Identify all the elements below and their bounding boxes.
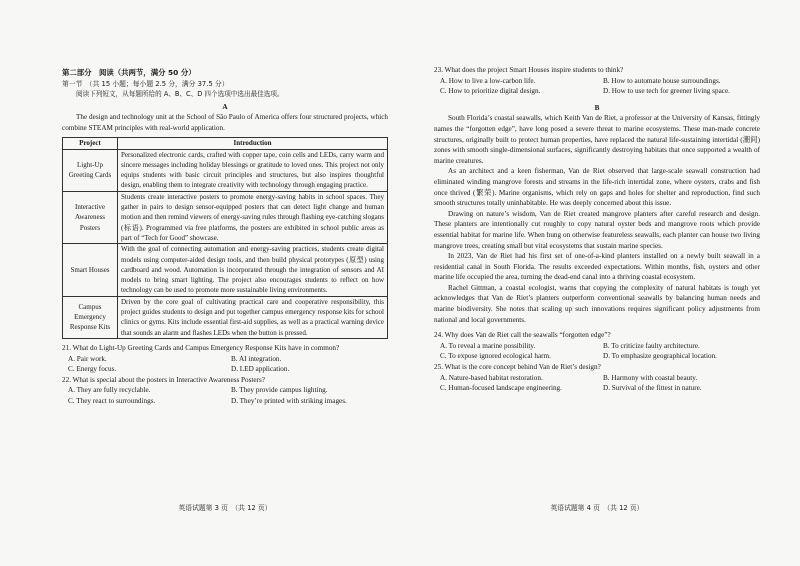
table-row [63, 191, 388, 243]
option: B. AI integration. [231, 354, 282, 363]
option: B. To criticize faulty architecture. [603, 341, 700, 350]
question-24-options [434, 341, 760, 362]
table-row [63, 296, 388, 338]
option: A. Pair work. [68, 354, 107, 363]
projects-table [62, 137, 388, 339]
option: C. How to prioritize digital design. [440, 87, 541, 96]
project-name: Smart Houses [63, 244, 118, 296]
right-column [434, 0, 760, 566]
option: A. How to live a low-carbon life. [440, 76, 536, 85]
passage-paragraph: As an architect and a keen fisherman, Van de Riet observed that large-scale seawall construction had eliminated winding mangrove forests and streams in the life-rich intertidal zone, where oysters, crabs and fish once thrived (繁荣). Marine organisms, which rely on gaps and holes for shelter and reproduction, find such smooth structures totally uninhabitable. He was deeply concerned about this issue. [434, 167, 760, 208]
option: D. LED application. [231, 365, 290, 374]
part-heading: 第二部分 阅读（共两节，满分 50 分） [62, 68, 196, 77]
option: B. How to automate house surroundings. [603, 76, 721, 85]
page-footer: 英语试题第 4 页 （共 12 页） [550, 504, 644, 512]
question-24: 24. Why does Van de Riet call the seawalls “forgotten edge”? [434, 331, 611, 340]
passage-paragraph: Drawing on nature’s wisdom, Van de Riet created mangrove planters after careful research and design. These planters are intentionally cut roughly to copy natural oyster beds and mangrove roots which provide essential habitat for marine life. When hung on otherwise featureless seawalls, each planter can house two living mangrove trees, creating small but vital ecosystems that sustain marine species. [434, 209, 760, 250]
option: D. Survival of the fittest in nature. [603, 384, 702, 393]
option: C. Human-focused landscape engineering. [440, 384, 562, 393]
question-21: 21. What do Light-Up Greeting Cards and Campus Emergency Response Kits have in common? [62, 343, 340, 352]
table-row [63, 149, 388, 191]
section-line: 第一节 （共 15 小题；每小题 2.5 分，满分 37.5 分） [62, 79, 229, 88]
passage-letter-b: B [594, 103, 600, 112]
table-header: Introduction [118, 137, 388, 149]
passage-paragraph: South Florida’s coastal seawalls, which Keith Van de Riet, a professor at the University of Kansas, fittingly names the “forgotten edge”, have long posed a severe threat to marine ecosystems. These man-made concrete structures, originally built to protect human properties, have replaced the natural life-sustaining intertidal (潮间) zones with smooth single-dimensional surfaces, significantly destroying habitats that once supported a wealth of marine creatures. [434, 114, 760, 165]
option: A. To reveal a marine possibility. [440, 341, 536, 350]
passage-paragraph: Rachel Gittman, a coastal ecologist, warns that copying the complexity of natural habitats is tough yet acknowledges that Van de Riet’s planters outperform conventional seawalls by balancing human needs and marine biodiversity. She notes that scaling up such innovations requires significant policy adjustments from national and local governments. [434, 283, 760, 324]
project-name: Campus Emergency Response Kits [63, 296, 118, 338]
project-intro: Students create interactive posters to promote energy-saving habits in school spaces. They gather in pairs to design sensor-equipped posters that can detect light change and human motion and then remind viewers of energy-saving rules through flashing eye-catching slogans (标语). Programmed via free platforms, the posters are exhibited in school public areas as part of “Tech for Good” showcase. [118, 191, 388, 243]
option: C. They react to surroundings. [68, 396, 156, 405]
project-name: Light-Up Greeting Cards [63, 149, 118, 191]
question-25-options [434, 373, 760, 394]
project-intro: With the goal of connecting automation and energy-saving practices, students create digital models using computer-aided design tools, and then build physical prototypes (原型) using cardboard and wood. Automation is incorporated through the integration of sensors and AI models to bring smart lighting. The project also encourages students to reflect on how technology can be used to promote more sustainable living environments. [118, 244, 388, 296]
question-23-options [434, 76, 760, 97]
table-row [63, 244, 388, 296]
question-25: 25. What is the core concept behind Van de Riet’s design? [434, 363, 601, 372]
question-22: 22. What is special about the posters in Interactive Awareness Posters? [62, 375, 265, 384]
option: D. How to use tech for greener living space. [603, 87, 730, 96]
page-footer: 英语试题第 3 页 （共 12 页） [178, 504, 272, 512]
intro-paragraph: The design and technology unit at the School of São Paulo of America offers four structured projects, which combine STEAM principles with real-world application. [62, 113, 388, 132]
project-intro: Personalized electronic cards, crafted with copper tape, coin cells and LEDs, carry warm and sincere messages including holiday blessings or gratitude to loved ones. This project not only equips students with basic circuit principles and structures, but also inspires thoughtful design, enabling them to integrate creativity with technology through engaging practice. [118, 149, 388, 191]
option: A. They are fully recyclable. [68, 386, 151, 395]
project-name: Interactive Awareness Posters [63, 191, 118, 243]
option: B. They provide campus lighting. [231, 386, 328, 395]
option: C. To expose ignored ecological harm. [440, 352, 551, 361]
option: A. Nature-based habitat restoration. [440, 373, 543, 382]
question-22-options [62, 385, 388, 406]
question-23: 23. What does the project Smart Houses inspire students to think? [434, 66, 624, 74]
left-column [62, 0, 388, 566]
project-intro: Driven by the core goal of cultivating practical care and cooperative responsibility, this project guides students to design and put together campus emergency response kits for school clinics or gyms. Kits include essential first-aid supplies, as well as a practical warning device that sounds an alarm and flashes LEDs when the button is pressed. [118, 296, 388, 338]
option: B. Harmony with coastal beauty. [603, 373, 698, 382]
instruction: 阅读下列短文，从每题所给的 A、B、C、D 四个选项中选出最佳选项。 [76, 90, 284, 99]
option: D. To emphasize geographical location. [603, 352, 717, 361]
passage-letter-a: A [222, 102, 228, 111]
option: D. They’re printed with striking images. [231, 396, 347, 405]
question-21-options [62, 354, 388, 375]
table-header-row [63, 137, 388, 149]
passage-paragraph: In 2023, Van de Riet had his first set of one-of-a-kind planters installed on a newly built seawall in a residential canal in South Florida. The results exceeded expectations. Within months, fish, oysters and other marine life occupied the area, turning the dead-end canal into a thriving coastal ecosystem. [434, 252, 760, 282]
table-header: Project [63, 137, 118, 149]
option: C. Energy focus. [68, 365, 117, 374]
